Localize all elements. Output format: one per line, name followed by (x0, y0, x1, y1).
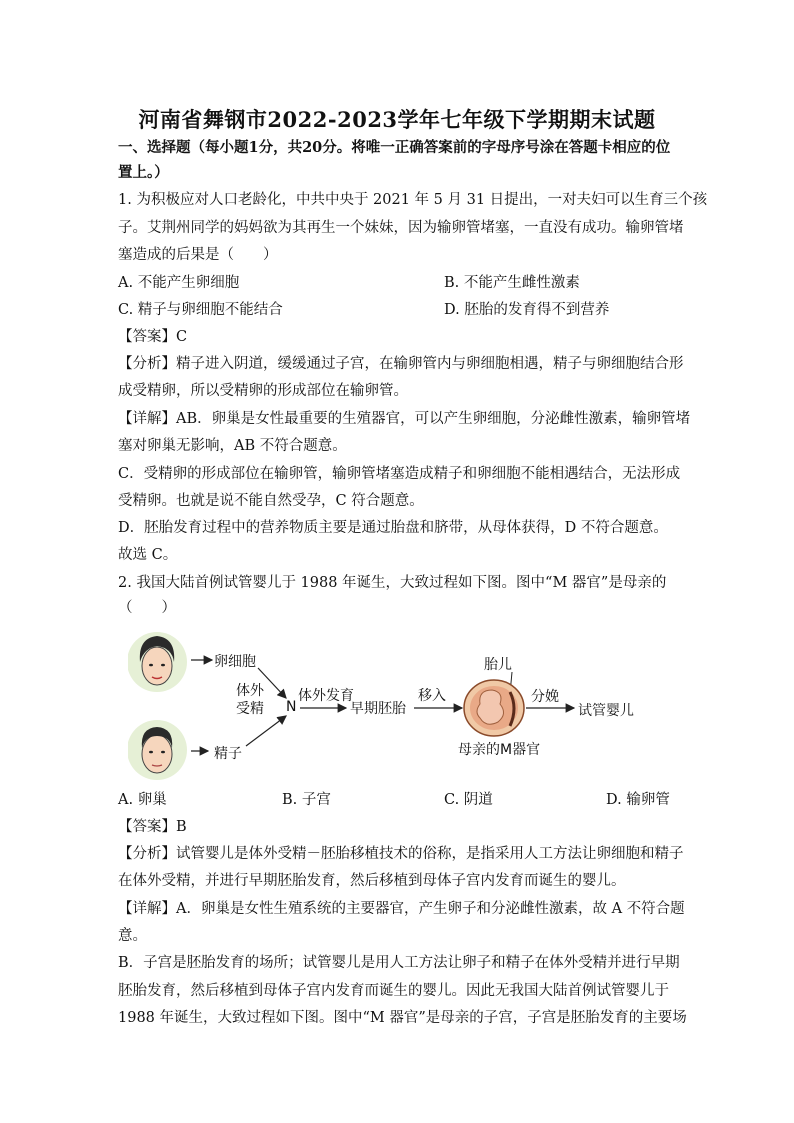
in-vitro-development-label: 体外发育 (298, 688, 354, 704)
n-label: N (286, 699, 297, 715)
section-heading: 一、选择题（每小题1分，共20分。将唯一正确答案前的字母序号涂在答题卡相应的位 (118, 139, 671, 156)
q2-detail-cont: 意。 (118, 928, 147, 944)
ivf-label-line1: 体外 (236, 683, 264, 699)
q2-analysis: 【分析】试管婴儿是体外受精－胚胎移植技术的俗称，是指采用人工方法让卵细胞和精子 (118, 846, 684, 862)
q2-stem-cont: （ ） (118, 600, 176, 616)
q2-option-c: C. 阴道 (444, 792, 493, 808)
q2-stem: 2. 我国大陆首例试管婴儿于 1988 年诞生，大致过程如下图。图中“M 器官”是母亲的 (118, 575, 667, 591)
arrow-sperm-to-n (246, 716, 286, 746)
fetus-label: 胎儿 (484, 657, 512, 673)
q2-answer: 【答案】B (118, 819, 187, 835)
q1-answer: 【答案】C (118, 329, 188, 345)
q1-detail-d: D．胚胎发育过程中的营养物质主要是通过胎盘和脐带，从母体获得，D 不符合题意。 (118, 520, 668, 536)
q1-detail-c: C．受精卵的形成部位在输卵管，输卵管堵塞造成精子和卵细胞不能相遇结合，无法形成 (118, 466, 681, 482)
q2-option-a: A. 卵巢 (118, 792, 167, 808)
page-title: 河南省舞钢市2022-2023学年七年级下学期期末试题 (138, 107, 656, 132)
q1-option-c: C. 精子与卵细胞不能结合 (118, 302, 283, 318)
q1-stem: 1. 为积极应对人口老龄化，中共中央于 2021 年 5 月 31 日提出，一对夫妇可以生育三个孩 (118, 192, 708, 208)
q1-option-d: D. 胚胎的发育得不到营养 (444, 302, 610, 318)
q2-option-d: D. 输卵管 (606, 792, 670, 808)
q2-option-b: B. 子宫 (282, 792, 331, 808)
q1-stem-cont2: 塞造成的后果是（ ） (118, 247, 278, 263)
q1-analysis: 【分析】精子进入阴道，缓缓通过子宫，在输卵管内与卵细胞相遇，精子与卵细胞结合形 (118, 356, 684, 372)
sperm-label: 精子 (214, 746, 242, 762)
ivf-label-line2: 受精 (236, 701, 264, 717)
section-heading-cont: 置上。） (118, 164, 169, 181)
mother-face-icon (128, 632, 187, 692)
q1-option-a: A. 不能产生卵细胞 (118, 275, 240, 291)
m-organ-label: 母亲的M器官 (458, 742, 541, 758)
ivf-baby-label: 试管婴儿 (578, 703, 634, 719)
transfer-label: 移入 (418, 688, 446, 704)
q2-detail-b: B．子宫是胚胎发育的场所；试管婴儿是用人工方法让卵子和精子在体外受精并进行早期 (118, 955, 680, 971)
q1-detail-cont: 塞对卵巢无影响，AB 不符合题意。 (118, 438, 347, 454)
q2-detail-b-cont2: 1988 年诞生，大致过程如下图。图中“M 器官”是母亲的子宫，子宫是胚胎发育的主要场 (118, 1010, 687, 1026)
birth-label: 分娩 (531, 689, 559, 705)
early-embryo-label: 早期胚胎 (350, 701, 406, 717)
q1-option-b: B. 不能产生雌性激素 (444, 275, 580, 291)
q1-analysis-cont: 成受精卵，所以受精卵的形成部位在输卵管。 (118, 383, 408, 399)
q2-detail-b-cont: 胚胎发育，然后移植到母体子宫内发育而诞生的婴儿。因此无我国大陆首例试管婴儿于 (118, 983, 669, 999)
uterus-icon (464, 680, 524, 736)
q1-stem-cont: 子。艾荆州同学的妈妈欲为其再生一个妹妹，因为输卵管堵塞，一直没有成功。输卵管堵 (118, 220, 684, 236)
father-face-icon (128, 720, 187, 780)
ivf-process-diagram (128, 624, 688, 786)
q1-detail-c-cont: 受精卵。也就是说不能自然受孕，C 符合题意。 (118, 493, 424, 509)
q2-analysis-cont: 在体外受精，并进行早期胚胎发育，然后移植到母体子宫内发育而诞生的婴儿。 (118, 873, 626, 889)
egg-cell-label: 卵细胞 (214, 654, 256, 670)
q1-conclusion: 故选 C。 (118, 547, 178, 563)
q1-detail: 【详解】AB．卵巢是女性最重要的生殖器官，可以产生卵细胞，分泌雌性激素，输卵管堵 (118, 411, 691, 427)
q2-detail: 【详解】A．卵巢是女性生殖系统的主要器官，产生卵子和分泌雌性激素，故 A 不符合题 (118, 901, 685, 917)
